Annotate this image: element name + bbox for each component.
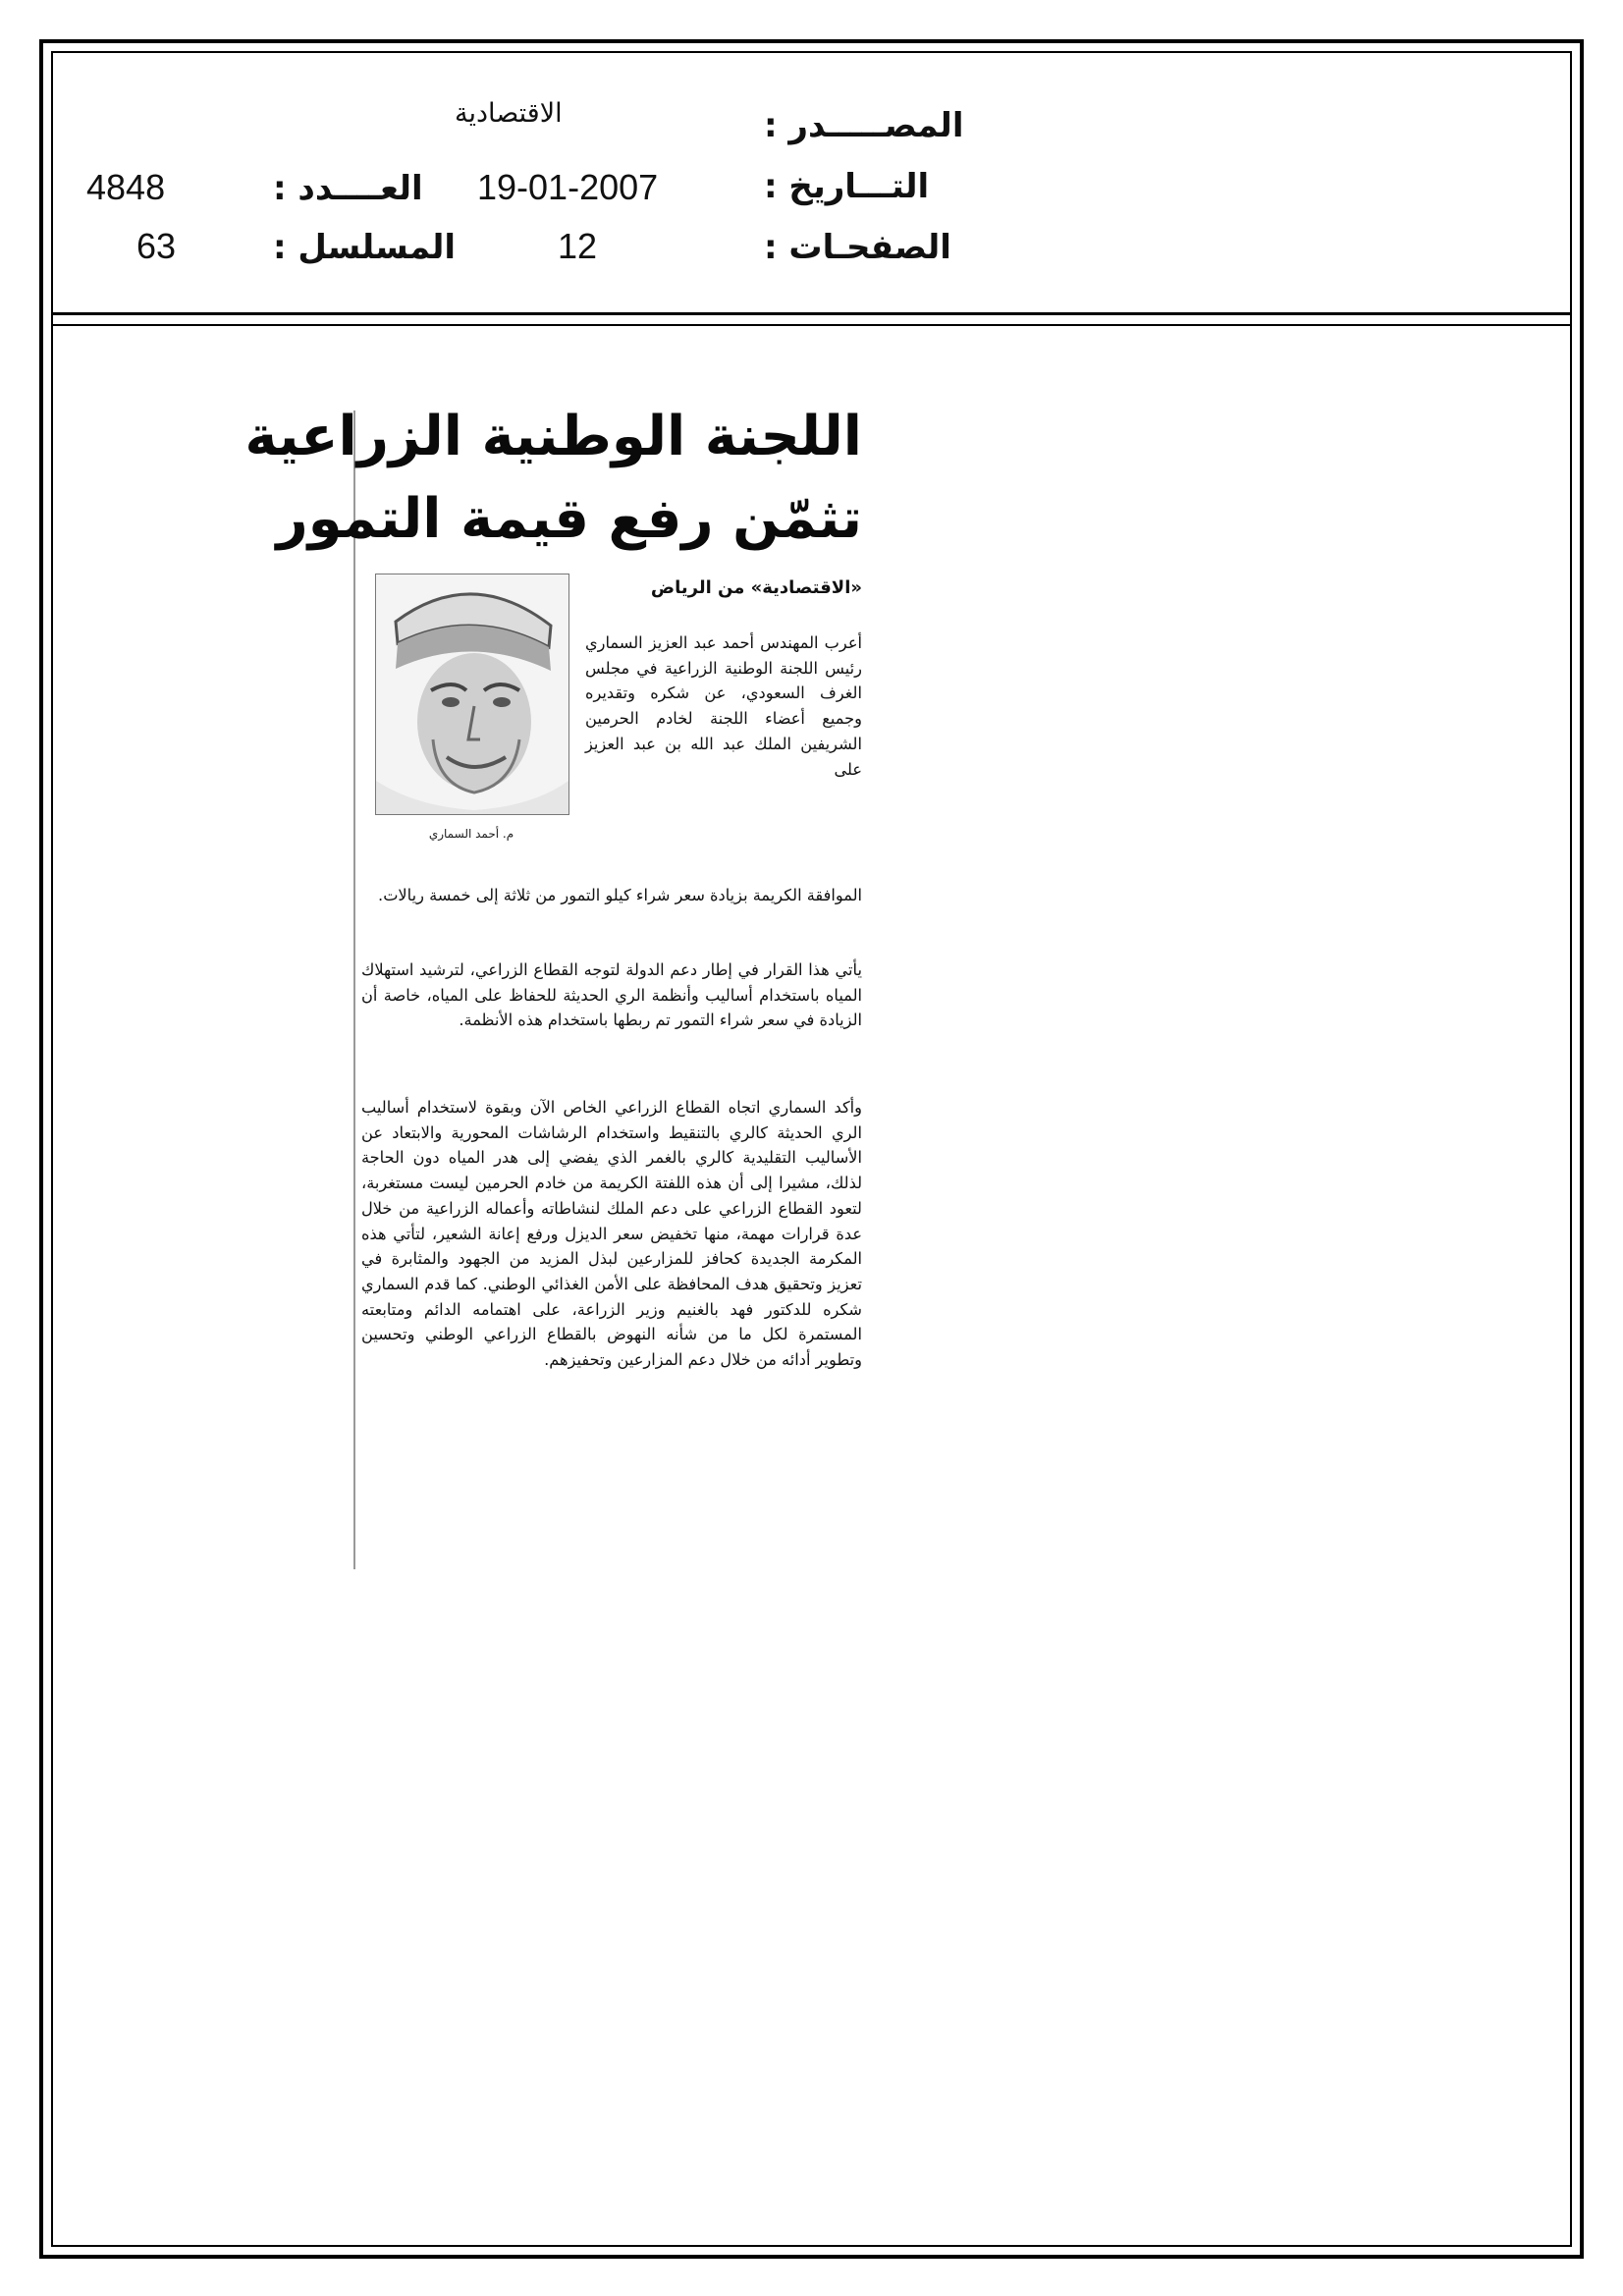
issue-label: العــــدد : [273,169,423,208]
date-value: 19-01-2007 [477,167,659,207]
source-value: الاقتصادية [455,98,563,129]
source-label: المصـــــدر : [764,106,964,145]
serial-label: المسلسل : [273,228,457,267]
pages-value: 12 [558,226,598,266]
photo-caption: م. أحمد السماري [428,827,514,841]
article-paragraph-3: وأكد السماري اتجاه القطاع الزراعي الخاص الآن وبقوة لاستخدام أساليب الري الحديثة كالري بالتنقيط واستخدام الرشاشات المحورية والابتعاد عن الأساليب التقليدية كالري بالغمر الذي يفضي إلى هدر المياه دون الحاجة لذلك، مشيرا إلى أن هذه اللفتة الكريمة من خادم الحرمين ليست مستغربة، لتعود القطاع الزراعي على دعم الملك لنشاطاته وأعماله الزراعية من خلال عدة قرارات مهمة، منها تخفيض سعر الديزل ورفع إعانة الشعير، لتأتي هذه المكرمة الجديدة كحافز للمزارعين لبذل المزيد من الجهود والمثابرة في تعزيز وتحقيق هدف المحافظة على الأمن الغذائي الوطني. كما قدم السماري شكره للدكتور فهد بالغنيم وزير الزراعة، على اهتمامه الدائم ومتابعته المستمرة لكل ما من شأنه النهوض بالقطاع الزراعي الوطني وتحسين وتطوير أدائه من خلال دعم المزارعين وتحفيزهم. [361,1098,862,1370]
article-paragraph-1-continued: الموافقة الكريمة بزيادة سعر شراء كيلو التمور من ثلاثة إلى خمسة ريالات. [378,886,862,904]
portrait-photo-image [376,574,568,814]
headline-line-1: اللجنة الوطنية الزراعية [244,405,862,468]
article-paragraph-1: أعرب المهندس أحمد عبد العزيز السماري رئيس اللجنة الوطنية الزراعية في مجلس الغرف السعودي، عن شكره وتقديره وجميع أعضاء اللجنة لخادم الحرمين الشريفين الملك عبد الله بن عبد العزيز على [585,633,862,779]
article-paragraph-2: يأتي هذا القرار في إطار دعم الدولة لتوجه القطاع الزراعي، لترشيد استهلاك المياه باستخدام أساليب وأنظمة الري الحديثة للحفاظ على المياه، خاصة أن الزيادة في سعر شراء التمور تم ربطها باستخدام هذه الأنظمة. [361,960,862,1030]
header-divider-thin [51,324,1572,326]
serial-value: 63 [136,226,177,266]
newspaper-clipping [244,403,864,1581]
headline-line-2: تثمّن رفع قيمة التمور [276,487,862,551]
issue-value: 4848 [86,167,166,207]
pages-label: الصفحـات : [764,228,951,267]
header-divider [51,312,1572,315]
clipping-edge [353,410,355,1569]
byline: «الاقتصادية» من الرياض [650,577,862,598]
date-label: التـــاريخ : [764,167,930,206]
portrait-photo [375,574,569,815]
